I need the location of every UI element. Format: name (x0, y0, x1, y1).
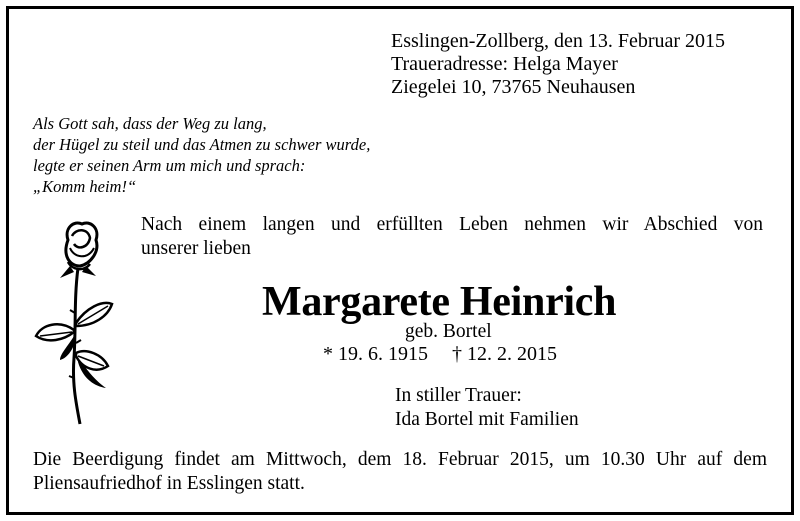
mourners-label: In stiller Trauer: (395, 385, 522, 406)
birth-name: geb. Bortel (405, 321, 492, 342)
poem-line: Als Gott sah, dass der Weg zu lang, (33, 114, 267, 133)
place-date: Esslingen-Zollberg, den 13. Februar 2015 (391, 30, 726, 52)
poem-line: der Hügel zu steil und das Atmen zu schwer wurde, (33, 135, 371, 154)
intro-text (141, 213, 763, 261)
life-dates (323, 343, 557, 366)
intro-line: Nach einem langen und erfüllten Leben nehmen wir Abschied von (141, 214, 763, 235)
poem (33, 113, 370, 197)
funeral-line: Die Beerdigung findet am Mittwoch, dem 18. Februar 2015, um 10.30 Uhr auf dem (33, 449, 767, 470)
mourners-names: Ida Bortel mit Familien (395, 409, 579, 430)
mourners-block (395, 384, 579, 432)
funeral-notice (33, 448, 767, 496)
poem-line: „Komm heim!“ (33, 177, 137, 196)
birth-date: * 19. 6. 1915 (323, 343, 428, 365)
deceased-name: Margarete Heinrich (262, 279, 617, 325)
poem-line: legte er seinen Arm um mich und sprach: (33, 156, 306, 175)
rose-icon (30, 218, 120, 428)
mourning-address-street: Ziegelei 10, 73765 Neuhausen (391, 76, 636, 98)
funeral-line: Pliensaufriedhof in Esslingen statt. (33, 473, 305, 494)
death-date: † 12. 2. 2015 (452, 343, 557, 365)
intro-line: unserer lieben (141, 238, 251, 259)
mourning-address-label: Traueradresse: Helga Mayer (391, 53, 618, 75)
header-address-block (391, 30, 725, 99)
